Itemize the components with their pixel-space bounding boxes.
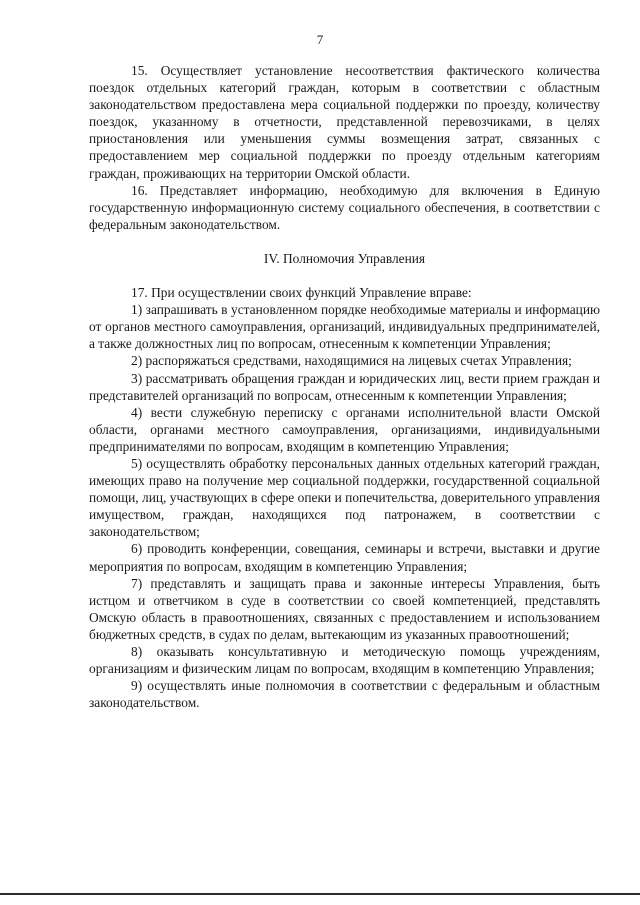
document-body <box>89 62 600 711</box>
scan-edge-line <box>0 893 640 895</box>
list-item-1: 1) запрашивать в установленном порядке необходимые материалы и информацию от органов местного самоуправления, организаций, индивидуальных предпринимателей, а также должностных лиц по вопросам, отнесенным к компетенции Управления; <box>89 302 600 352</box>
list-item-7: 7) представлять и защищать права и законные интересы Управления, быть истцом и ответчиком в суде в соответствии со своей компетенцией, представлять Омскую область в правоотношениях, связанных с предоставлением и использованием бюджетных средств, в судах по делам, вытекающим из указанных правоотношений; <box>89 575 600 642</box>
paragraph-17: 17. При осуществлении своих функций Управление вправе: <box>131 285 472 301</box>
list-item-8: 8) оказывать консультативную и методическую помощь учреждениям, организациям и физическим лицам по вопросам, входящим в компетенцию Управления; <box>89 644 600 677</box>
list-item-3: 3) рассматривать обращения граждан и юридических лиц, вести прием граждан и представителей организаций по вопросам, отнесенным к компетенции Управления; <box>89 370 600 403</box>
page-number: 7 <box>316 32 324 47</box>
paragraph-15: 15. Осуществляет установление несоответствия фактического количества поездок отдельных категорий граждан, которым в соответствии с областным законодательством предоставлена мера социальной поддержки по проезду, количеству поездок, указанному в отчетности, представленной перевозчиками, в целях приостановления или уменьшения суммы возмещения затрат, связанных с предоставлением мер социальной поддержки по проезду отдельным категориям граждан, проживающих на территории Омской области. <box>89 63 600 181</box>
section-heading: IV. Полномочия Управления <box>263 250 426 266</box>
list-item-4: 4) вести служебную переписку с органами исполнительной власти Омской области, органами местного самоуправления, организациями, индивидуальными предпринимателями по вопросам, входящим в компетенцию Управления; <box>89 404 600 454</box>
list-item-6: 6) проводить конференции, совещания, семинары и встречи, выставки и другие мероприятия по вопросам, входящим в компетенцию Управления; <box>89 541 600 574</box>
paragraph-16: 16. Представляет информацию, необходимую для включения в Единую государственную информационную систему социального обеспечения, в соответствии с федеральным законодательством. <box>89 182 600 232</box>
list-item-9: 9) осуществлять иные полномочия в соответствии с федеральным и областным законодательством. <box>89 678 600 711</box>
list-item-5: 5) осуществлять обработку персональных данных отдельных категорий граждан, имеющих право на получение мер социальной поддержки, государственной социальной помощи, лиц, участвующих в сфере опеки и попечительства, доверительного управления имуществом, граждан, находящихся под патронажем, в соответствии с законодательством; <box>89 455 600 540</box>
list-item-2: 2) распоряжаться средствами, находящимися на лицевых счетах Управления; <box>131 353 572 369</box>
